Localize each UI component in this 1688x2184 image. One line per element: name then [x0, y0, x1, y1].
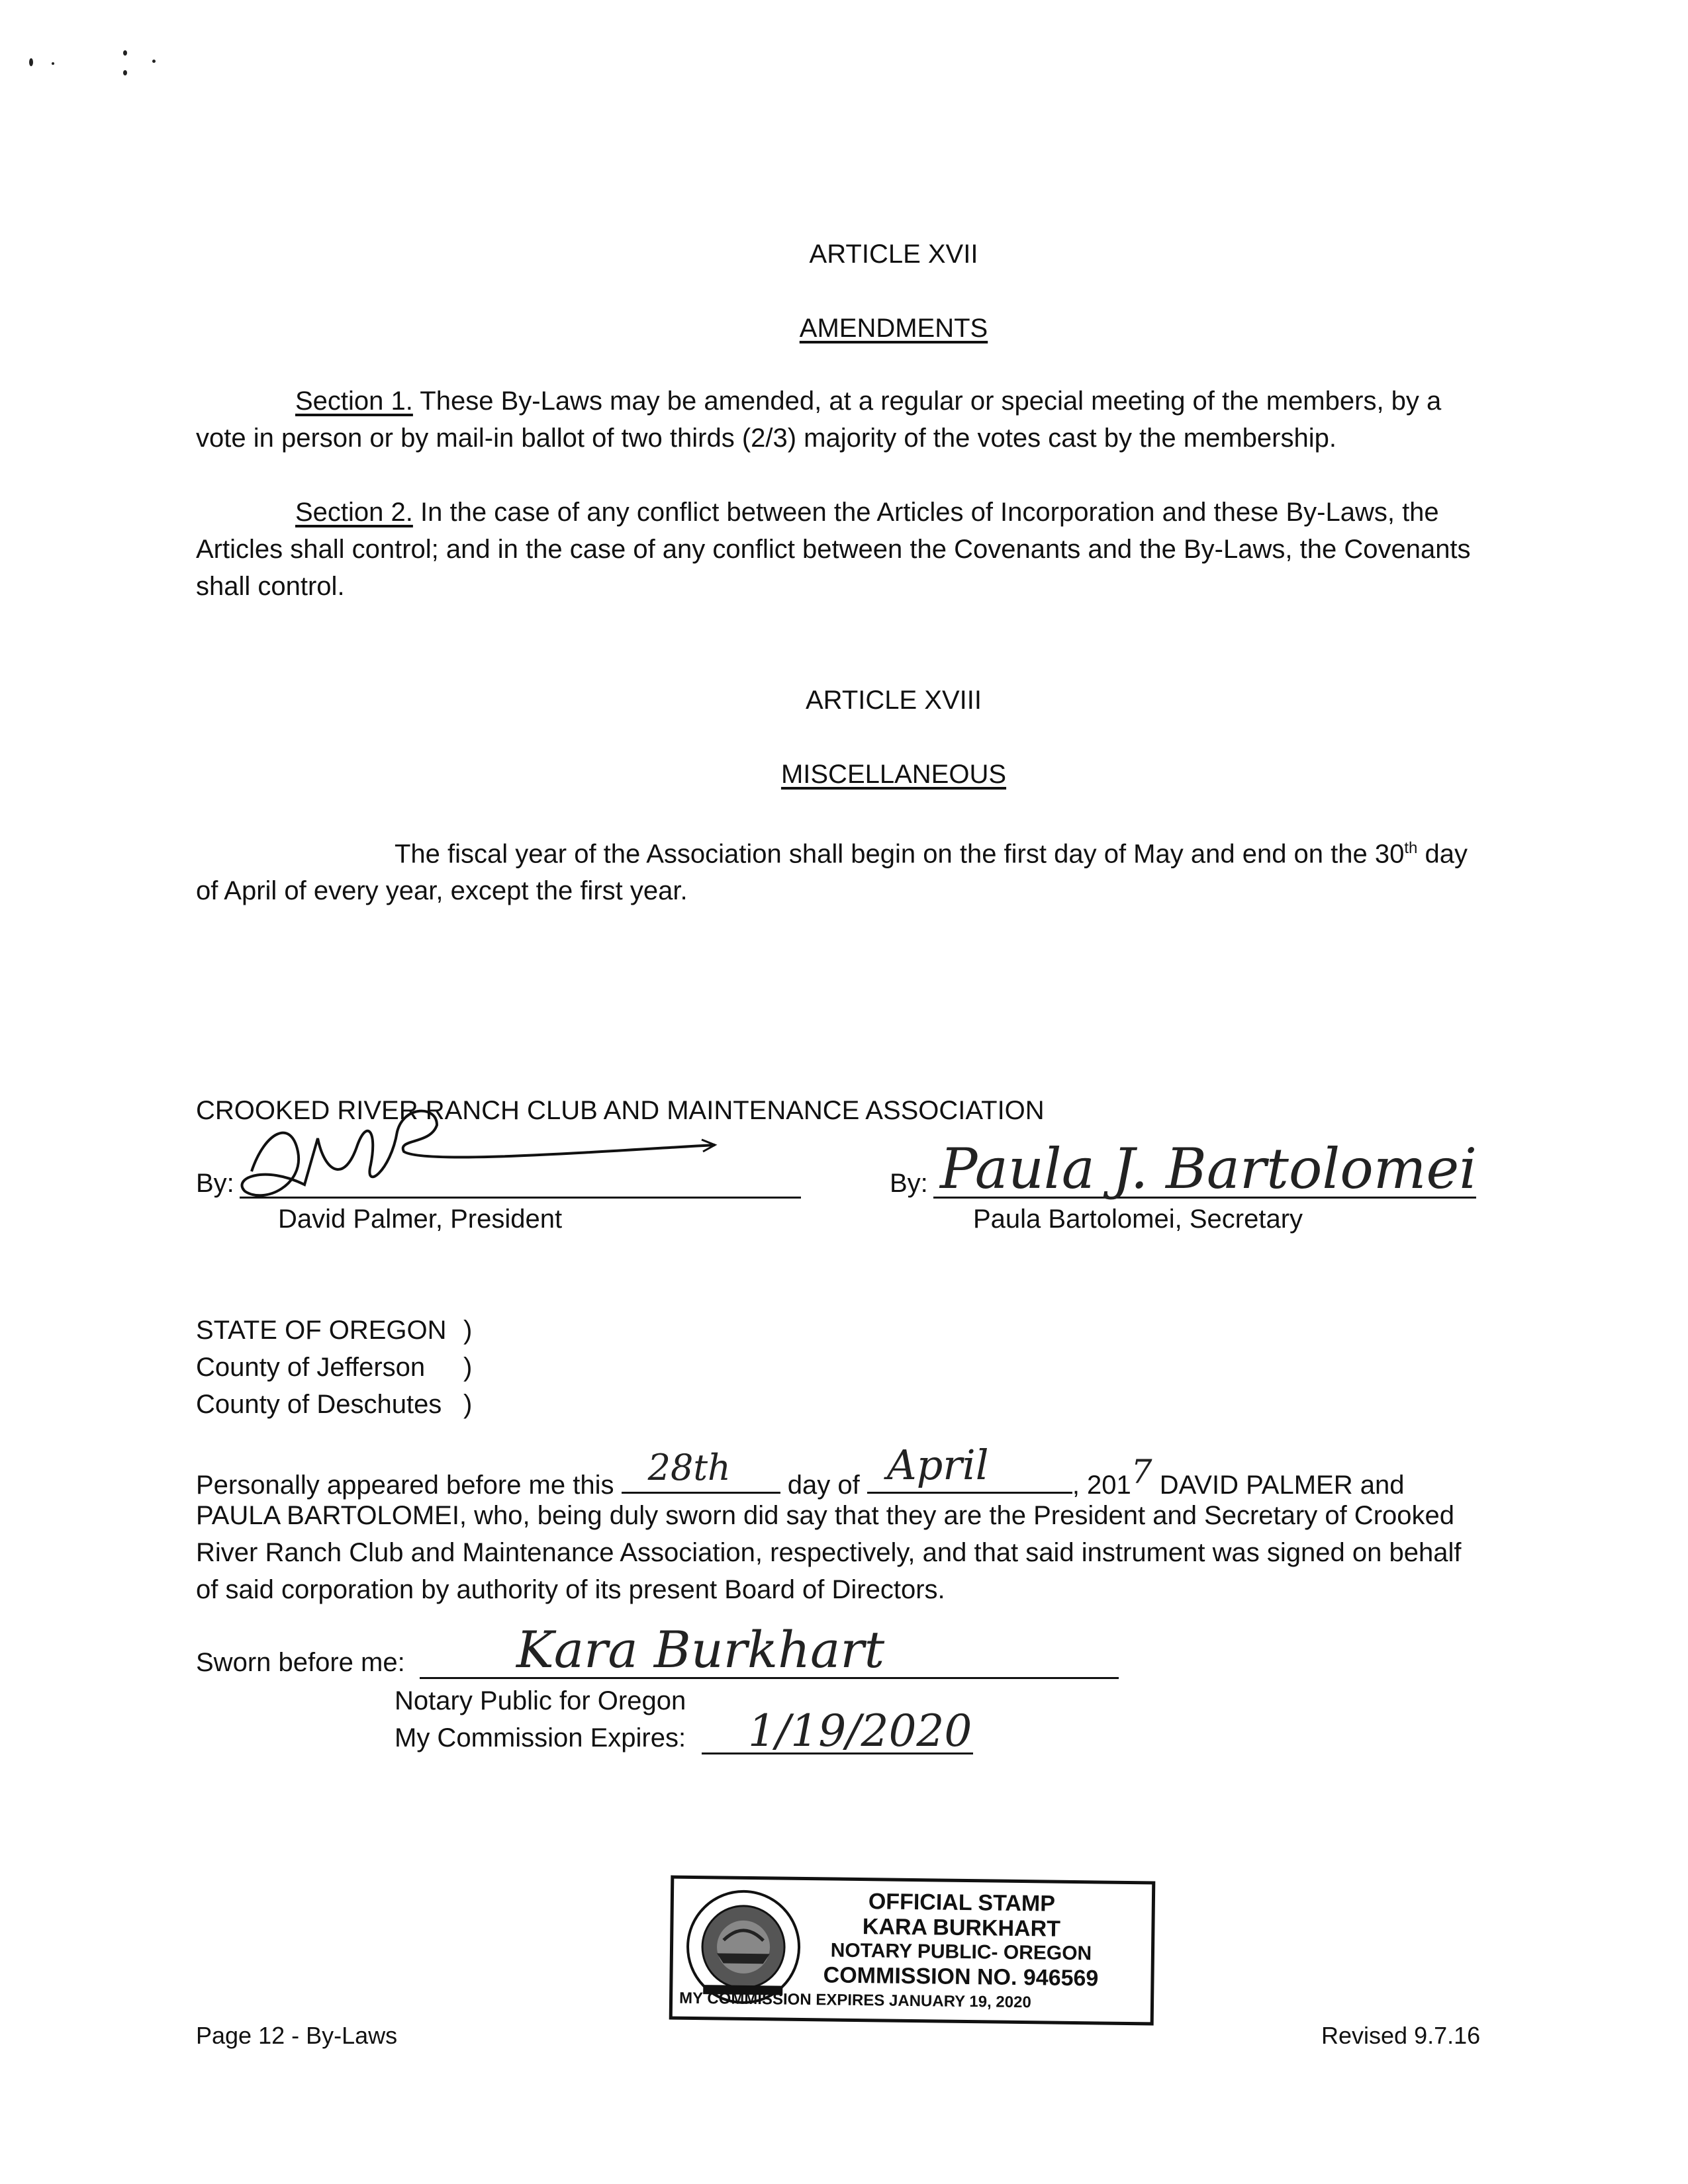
ack-intro: Personally appeared before me this: [196, 1471, 622, 1500]
by-label-right: By:: [890, 1169, 928, 1198]
official-notary-stamp: [669, 1876, 1156, 2026]
secretary-signature: Paula J. Bartolomei: [940, 1136, 1477, 1201]
sworn-label: Sworn before me:: [196, 1648, 405, 1677]
acknowledgment-body: PAULA BARTOLOMEI, who, being duly sworn did say that they are the President and Secretary of Crooked River Ranch Club and Maintenance Association, respectively, and that said instrument was signed on behalf of said corporation by authority of its present Board of Directors.: [196, 1501, 1462, 1604]
ack-day-of: day of: [780, 1471, 867, 1500]
article-17-title: AMENDMENTS: [799, 314, 988, 343]
association-name: CROOKED RIVER RANCH CLUB AND MAINTENANCE ASSOCIATION: [196, 1096, 1045, 1125]
section-1-text: These By-Laws may be amended, at a regular or special meeting of the members, by a vote in person or by mail-in ballot of two thirds (2/3) majority of the votes cast by the membership.: [196, 387, 1442, 453]
article-17-section-1: [196, 383, 1480, 457]
ack-year-digit: 7: [1131, 1453, 1152, 1491]
scan-speck: [29, 58, 33, 66]
sworn-signature: Kara Burkhart: [516, 1620, 885, 1679]
venue-state: STATE OF OREGON: [196, 1316, 447, 1345]
ack-month-value: April: [886, 1441, 989, 1489]
ack-after-year: DAVID PALMER and: [1152, 1471, 1405, 1500]
venue-county-deschutes: County of Deschutes: [196, 1390, 442, 1419]
commission-expires-label: My Commission Expires:: [395, 1723, 686, 1752]
footer-page-label: Page 12 - By-Laws: [196, 2022, 398, 2049]
article-18-heading: ARTICLE XVIII: [805, 686, 982, 715]
stamp-line-2: KARA BURKHART: [862, 1914, 1061, 1942]
president-signature: [225, 1092, 728, 1211]
scan-speck: [52, 62, 54, 65]
stamp-text-block: [805, 1888, 1117, 1991]
president-name: David Palmer, President: [278, 1205, 563, 1234]
venue-county-jefferson: County of Jefferson: [196, 1353, 426, 1382]
notary-public-label: Notary Public for Oregon: [395, 1686, 686, 1715]
ack-year-prefix: , 201: [1072, 1471, 1131, 1500]
scan-speck: [123, 50, 127, 56]
scan-speck: [152, 60, 156, 63]
stamp-line-1: OFFICIAL STAMP: [868, 1889, 1056, 1917]
secretary-name: Paula Bartolomei, Secretary: [973, 1205, 1303, 1234]
section-1-label: Section 1.: [295, 387, 413, 416]
fiscal-year-text-after: day of April of every year, except the first year.: [196, 839, 1468, 906]
article-17-heading: ARTICLE XVII: [809, 240, 978, 269]
scan-speck: [123, 70, 127, 75]
stamp-line-4: COMMISSION NO. 946569: [823, 1962, 1099, 1991]
footer-revised-label: Revised 9.7.16: [1321, 2022, 1481, 2049]
commission-expires-value: 1/19/2020: [748, 1706, 972, 1756]
article-18-fiscal-year: [196, 830, 1493, 909]
stamp-line-5: MY COMMISSION EXPIRES JANUARY 19, 2020: [679, 1989, 1031, 2012]
section-2-text: In the case of any conflict between the Articles of Incorporation and these By-Laws, the Articles shall control; and in the case of any conflict between the Covenants and the By-Laws, the Covenants shall control.: [196, 498, 1471, 601]
venue-bracket: ): [463, 1390, 473, 1419]
stamp-line-3: NOTARY PUBLIC- OREGON: [830, 1939, 1092, 1965]
section-2-label: Section 2.: [295, 498, 413, 527]
fiscal-year-text: The fiscal year of the Association shall begin on the first day of May and end on the 30: [395, 839, 1405, 869]
ack-day-value: 28th: [647, 1447, 731, 1488]
article-18-title: MISCELLANEOUS: [780, 760, 1007, 789]
venue-bracket: ): [463, 1353, 473, 1382]
article-17-section-2: [196, 494, 1480, 605]
fiscal-year-superscript: th: [1404, 839, 1418, 857]
by-label-left: By:: [196, 1169, 234, 1198]
venue-bracket: ): [463, 1316, 473, 1345]
